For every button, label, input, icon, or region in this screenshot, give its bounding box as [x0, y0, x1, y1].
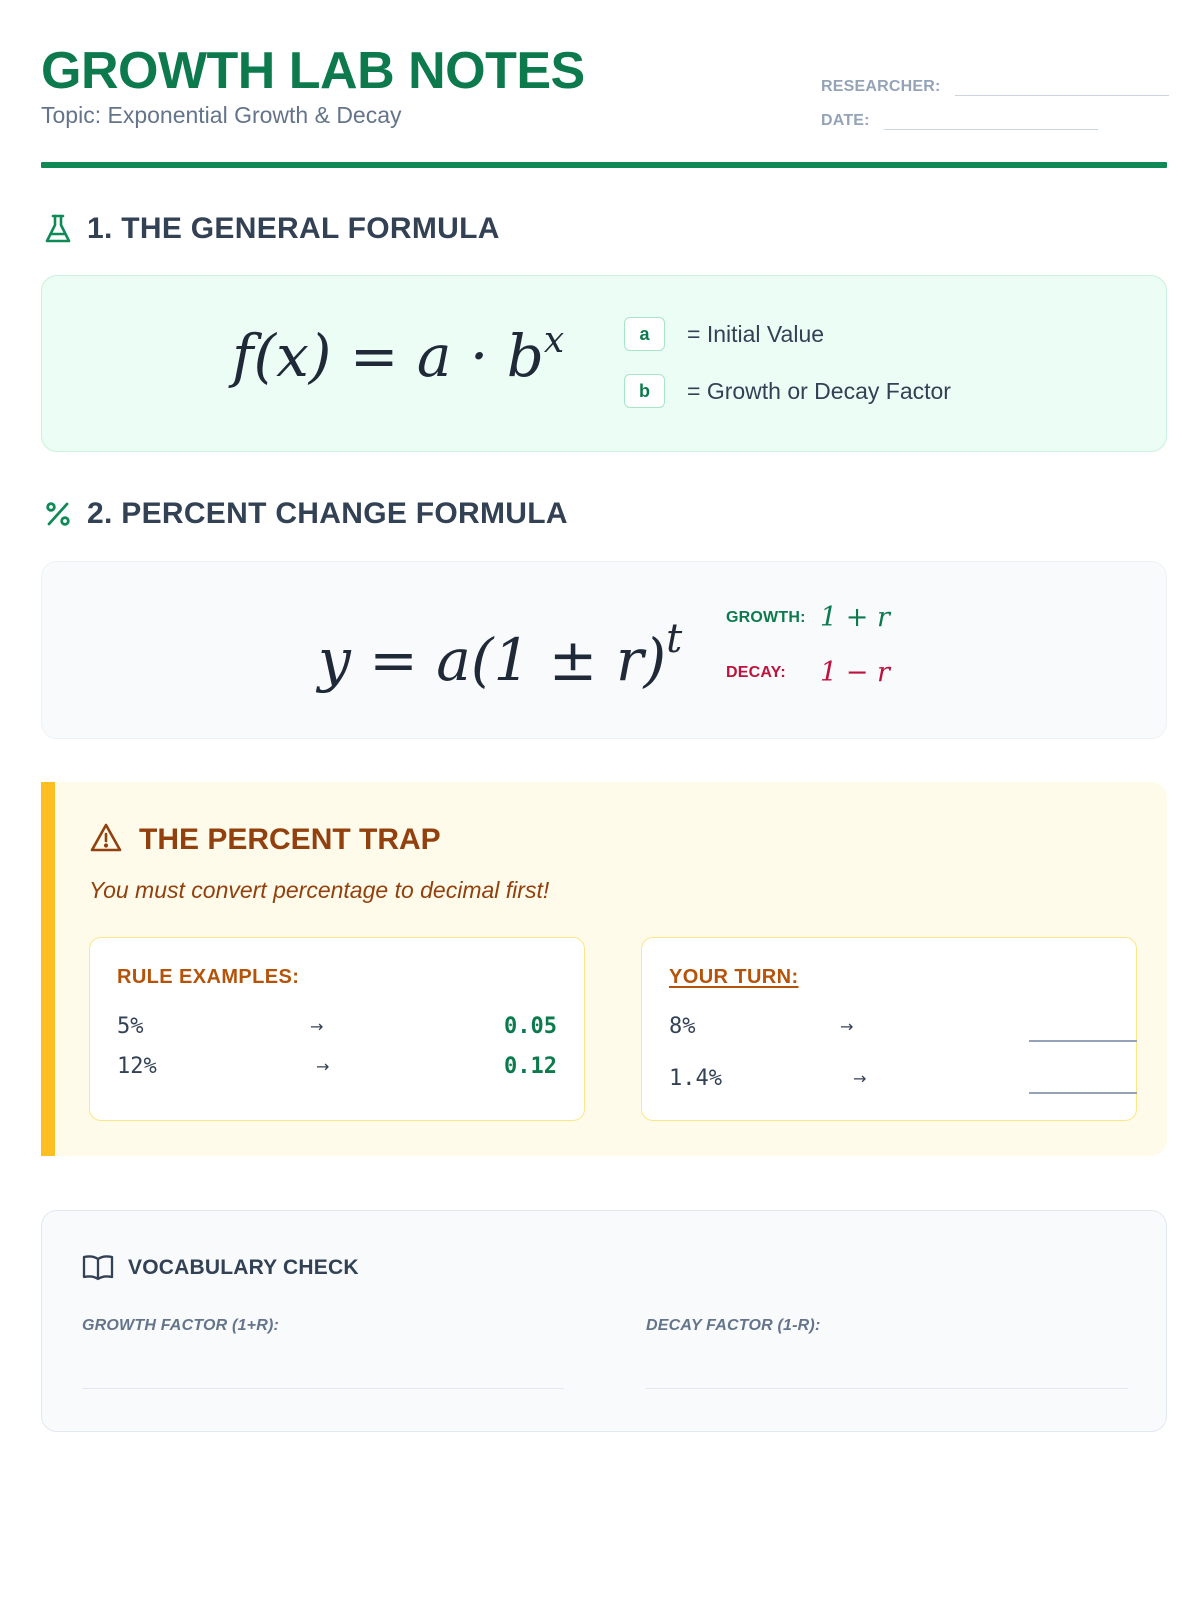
example-decimal: 0.12: [504, 1054, 557, 1079]
page-title: GROWTH LAB NOTES: [41, 42, 585, 100]
example-percent: 12%: [117, 1054, 157, 1079]
answer-blank[interactable]: [1029, 1040, 1137, 1042]
percent-change-formula: [318, 616, 682, 694]
warning-icon: [89, 822, 125, 858]
researcher-field[interactable]: [821, 76, 1169, 96]
decay-expression: [726, 657, 890, 688]
legend-item: [624, 316, 951, 352]
percent-trap-callout: [41, 782, 1167, 1156]
vocab-heading: [82, 1253, 359, 1283]
growth-factor-label: GROWTH FACTOR (1+R):: [82, 1317, 280, 1334]
flask-icon: [41, 212, 75, 246]
researcher-label: RESEARCHER:: [821, 78, 941, 95]
growth-factor-field[interactable]: [82, 1317, 564, 1389]
practice-row: [669, 1066, 1109, 1091]
example-decimal: 0.05: [504, 1014, 557, 1039]
date-label: DATE:: [821, 112, 870, 129]
your-turn-card: [641, 937, 1137, 1121]
variable-chip-b: b: [624, 374, 665, 408]
rule-examples-card: [89, 937, 585, 1121]
your-turn-title: YOUR TURN:: [669, 966, 799, 988]
section-heading-text: 1. THE GENERAL FORMULA: [87, 212, 500, 245]
variable-chip-a: a: [624, 317, 665, 351]
decay-factor-input-line[interactable]: [646, 1388, 1128, 1389]
growth-label: GROWTH:: [726, 608, 806, 626]
general-formula-base: f(x) = a · b: [232, 322, 544, 390]
decay-factor-label: DECAY FACTOR (1-R):: [646, 1317, 821, 1334]
practice-row: [669, 1014, 1109, 1039]
trap-heading: [89, 822, 441, 858]
arrow-icon: →: [316, 1057, 330, 1076]
arrow-icon: →: [310, 1017, 324, 1036]
book-icon: [82, 1253, 116, 1283]
arrow-icon: →: [853, 1069, 867, 1088]
decay-label: DECAY:: [726, 663, 786, 681]
section-heading-text: 2. PERCENT CHANGE FORMULA: [87, 497, 568, 530]
example-row: [117, 1054, 557, 1079]
percent-formula-base: y = a(1 ± r): [318, 626, 667, 694]
legend-text: = Growth or Decay Factor: [687, 377, 951, 404]
percent-icon: [41, 497, 75, 531]
trap-title: THE PERCENT TRAP: [139, 823, 441, 856]
general-formula: [232, 320, 564, 390]
general-formula-box: [41, 275, 1167, 452]
trap-subtitle: You must convert percentage to decimal first!: [89, 877, 550, 903]
section-general-formula-heading: [41, 212, 500, 246]
growth-factor-input-line[interactable]: [82, 1388, 564, 1389]
percent-change-box: [41, 561, 1167, 739]
page-header: [41, 40, 1167, 168]
date-input-line[interactable]: [884, 110, 1098, 130]
example-row: [117, 1014, 557, 1039]
general-formula-exponent: x: [543, 320, 565, 361]
practice-percent: 8%: [669, 1014, 696, 1039]
answer-blank[interactable]: [1029, 1092, 1137, 1094]
percent-formula-exponent: t: [666, 616, 683, 662]
section-percent-change-heading: [41, 497, 568, 531]
legend-text: = Initial Value: [687, 320, 825, 347]
researcher-input-line[interactable]: [955, 76, 1169, 96]
page-subtitle: Topic: Exponential Growth & Decay: [41, 102, 402, 128]
growth-expression: [726, 602, 890, 633]
decay-expr: 1 − r: [820, 657, 890, 688]
decay-factor-field[interactable]: [646, 1317, 1128, 1389]
header-divider: [41, 162, 1167, 168]
growth-expr: 1 + r: [820, 602, 890, 633]
rule-examples-title: RULE EXAMPLES:: [117, 966, 300, 988]
arrow-icon: →: [840, 1017, 854, 1036]
legend-item: [624, 373, 951, 409]
practice-percent: 1.4%: [669, 1066, 722, 1091]
example-percent: 5%: [117, 1014, 144, 1039]
formula-legend: [624, 316, 951, 430]
vocabulary-check-box: [41, 1210, 1167, 1432]
vocab-title: VOCABULARY CHECK: [128, 1256, 359, 1279]
date-field[interactable]: [821, 110, 1098, 130]
